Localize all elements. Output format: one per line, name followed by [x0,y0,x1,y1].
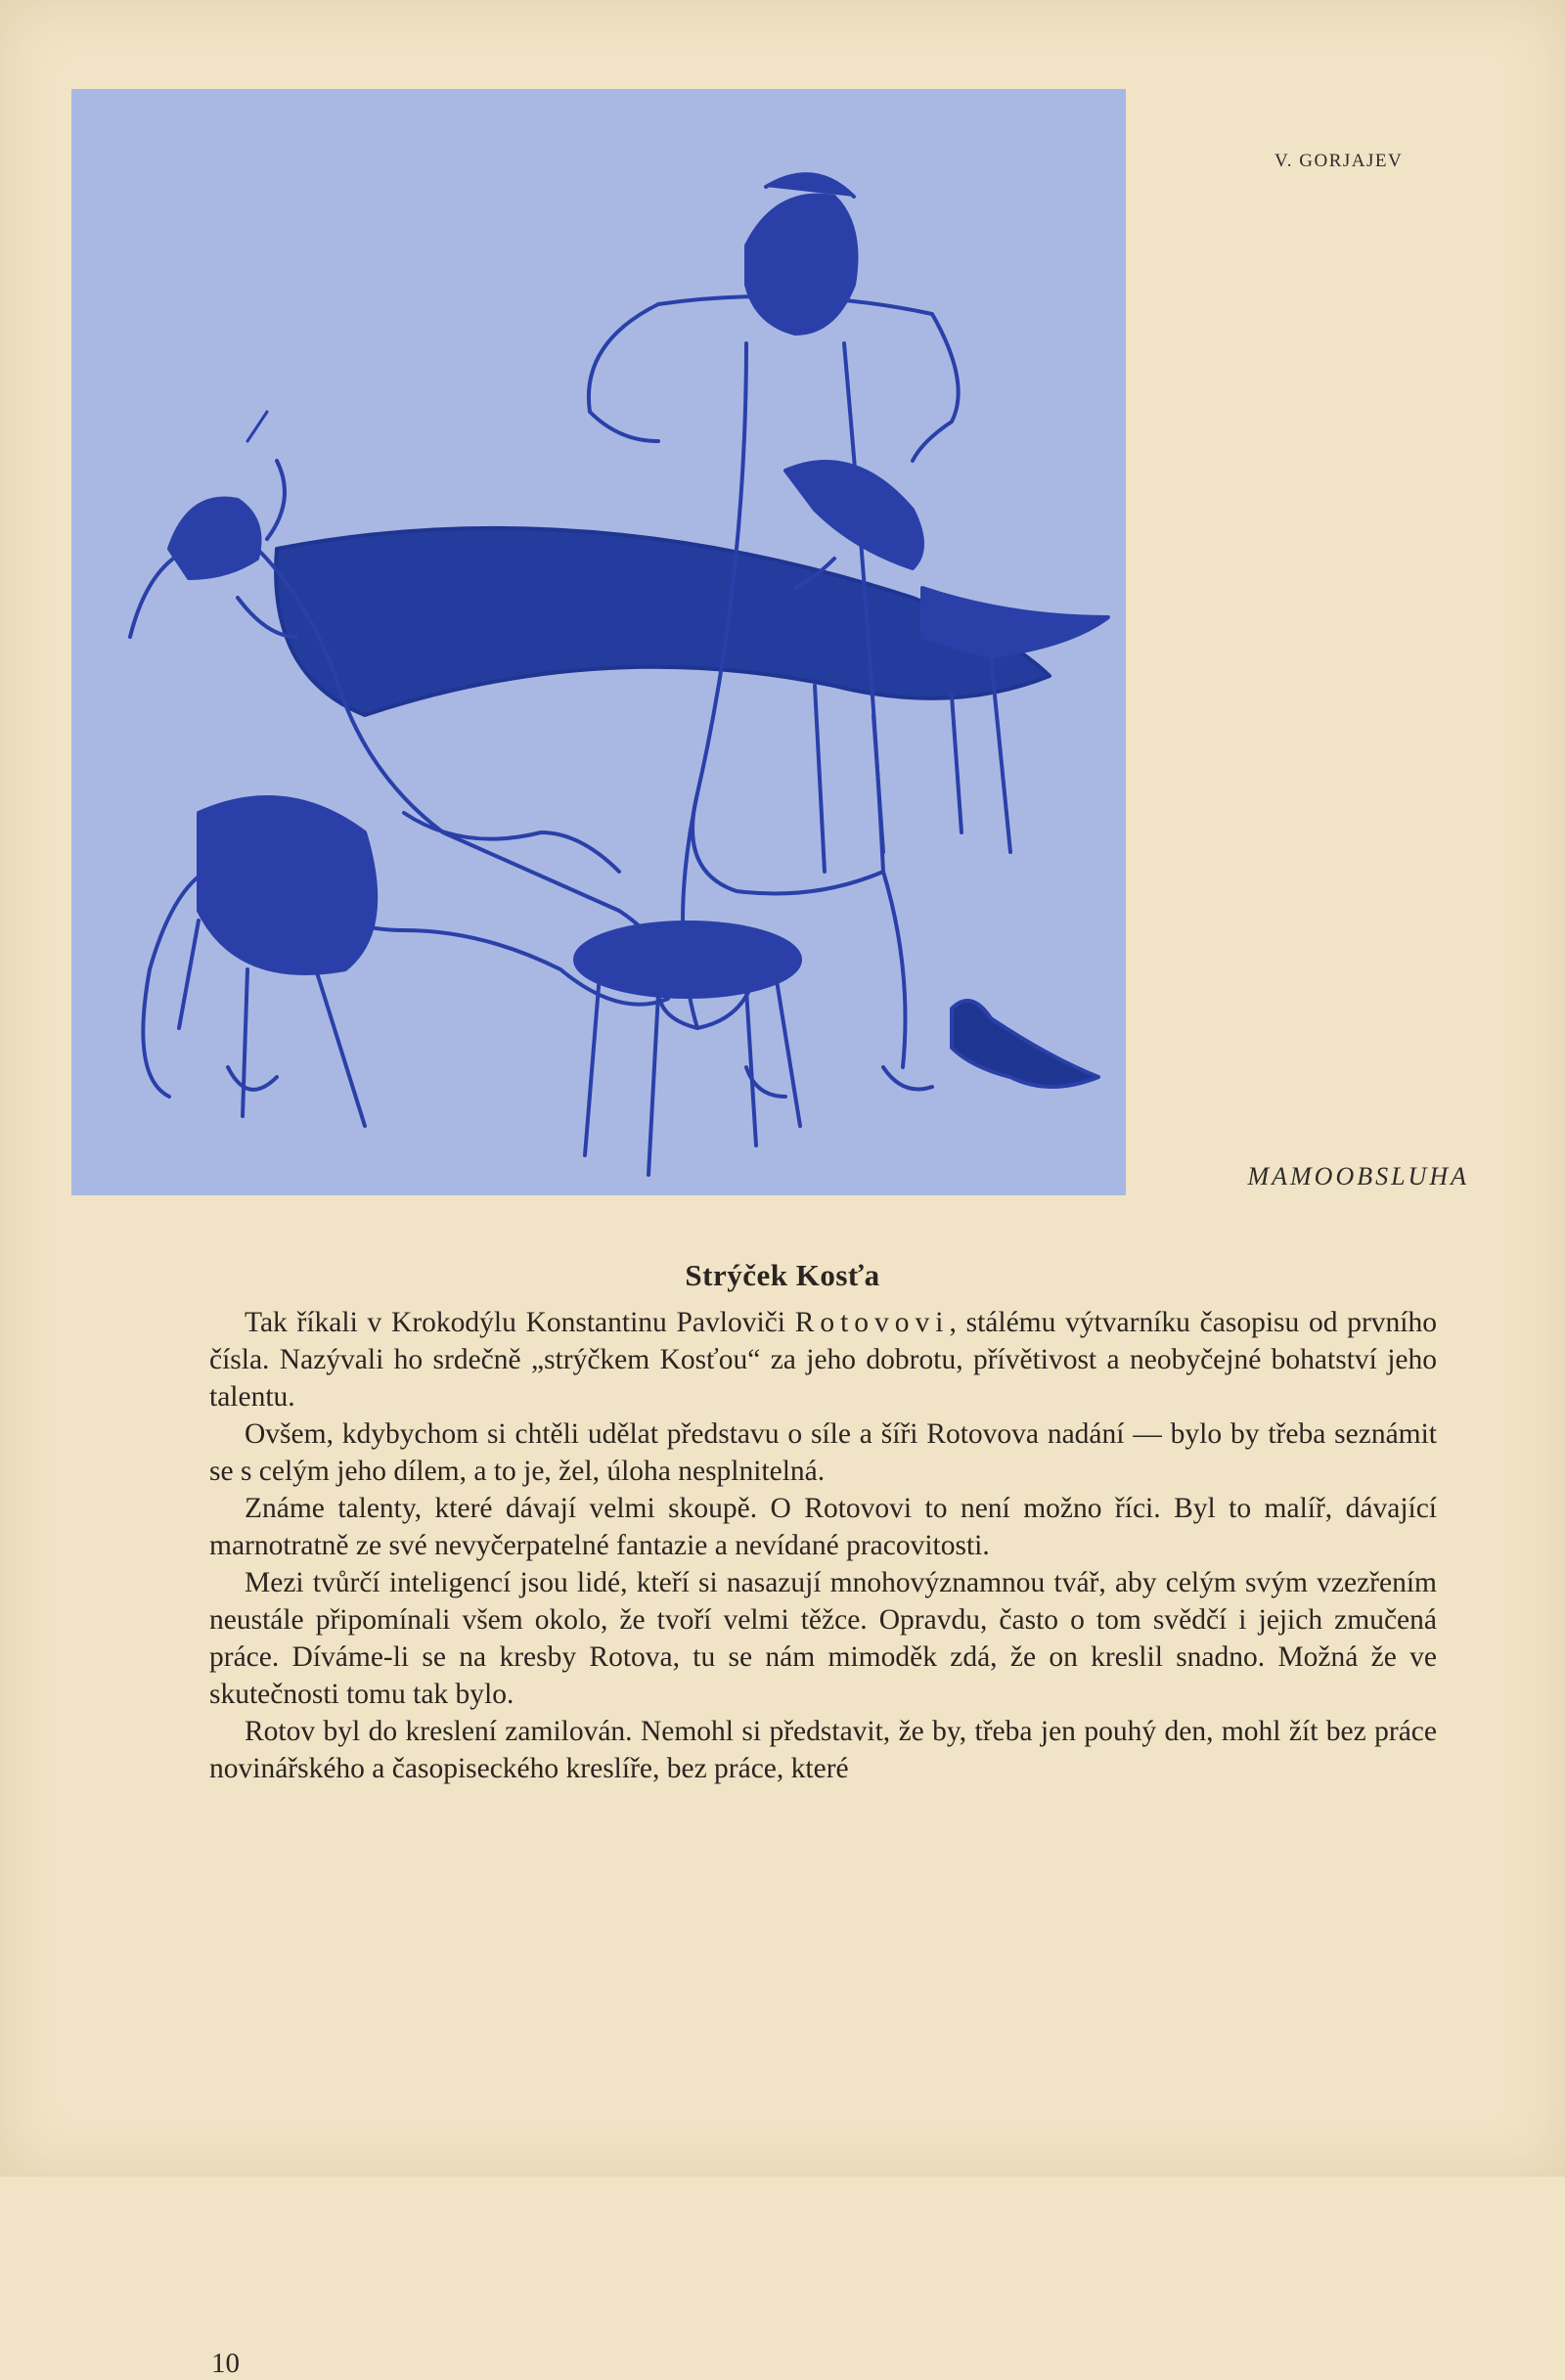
paragraph: Mezi tvůrčí inteligencí jsou lidé, kteří si nasazují mnohovýznamnou tvář, aby celým svým vzezřením neustále připomínali všem okolo, že tvoří velmi těžce. Opravdu, často o tom svědčí i jejich zmučená práce. Díváme-li se na kresby Rotova, tu se nám mimoděk zdá, že on kreslil snadno. Možná že ve skutečnosti tomu tak bylo. [209,1567,1437,1710]
shoe-shining-drawing [71,89,1126,1195]
paragraph: Rotov byl do kreslení zamilován. Nemohl si představit, že by, třeba jen pouhý den, mohl žít bez práce novinářského a časopiseckého kreslíře, bez práce, které [209,1716,1437,1784]
artist-credit: V. GORJAJEV [1274,151,1404,171]
illustration-caption: MAMOOBSLUHA [1247,1162,1469,1190]
spaced-name: Rotovovi [794,1307,950,1338]
article-title: Strýček Kosťa [685,1258,880,1292]
page-number: 10 [211,2348,240,2379]
illustration [71,89,1126,1195]
paragraph: Ovšem, kdybychom si chtěli udělat představu o síle a šíři Rotovova nadání — bylo by třeba seznámit se s celým jeho dílem, a to je, žel, úloha nesplnitelná. [209,1418,1437,1487]
paragraph-text: , stálému výtvarníku časopisu od prvního čísla. Nazývali ho srdečně „strýčkem Kosťou“ za jeho dobrotu, přívětivost a neobyčejné bohatství jeho talentu. [209,1307,1437,1413]
paragraph [209,1304,1437,1415]
paragraph-text: Tak říkali v Krokodýlu Konstantinu Pavloviči [245,1307,795,1338]
article-body [209,1304,1437,1787]
paragraph: Známe talenty, které dávají velmi skoupě. O Rotovovi to není možno říci. Byl to malíř, dávající marnotratně ze své nevyčerpatelné fantazie a nevídané pracovitosti. [209,1493,1437,1561]
